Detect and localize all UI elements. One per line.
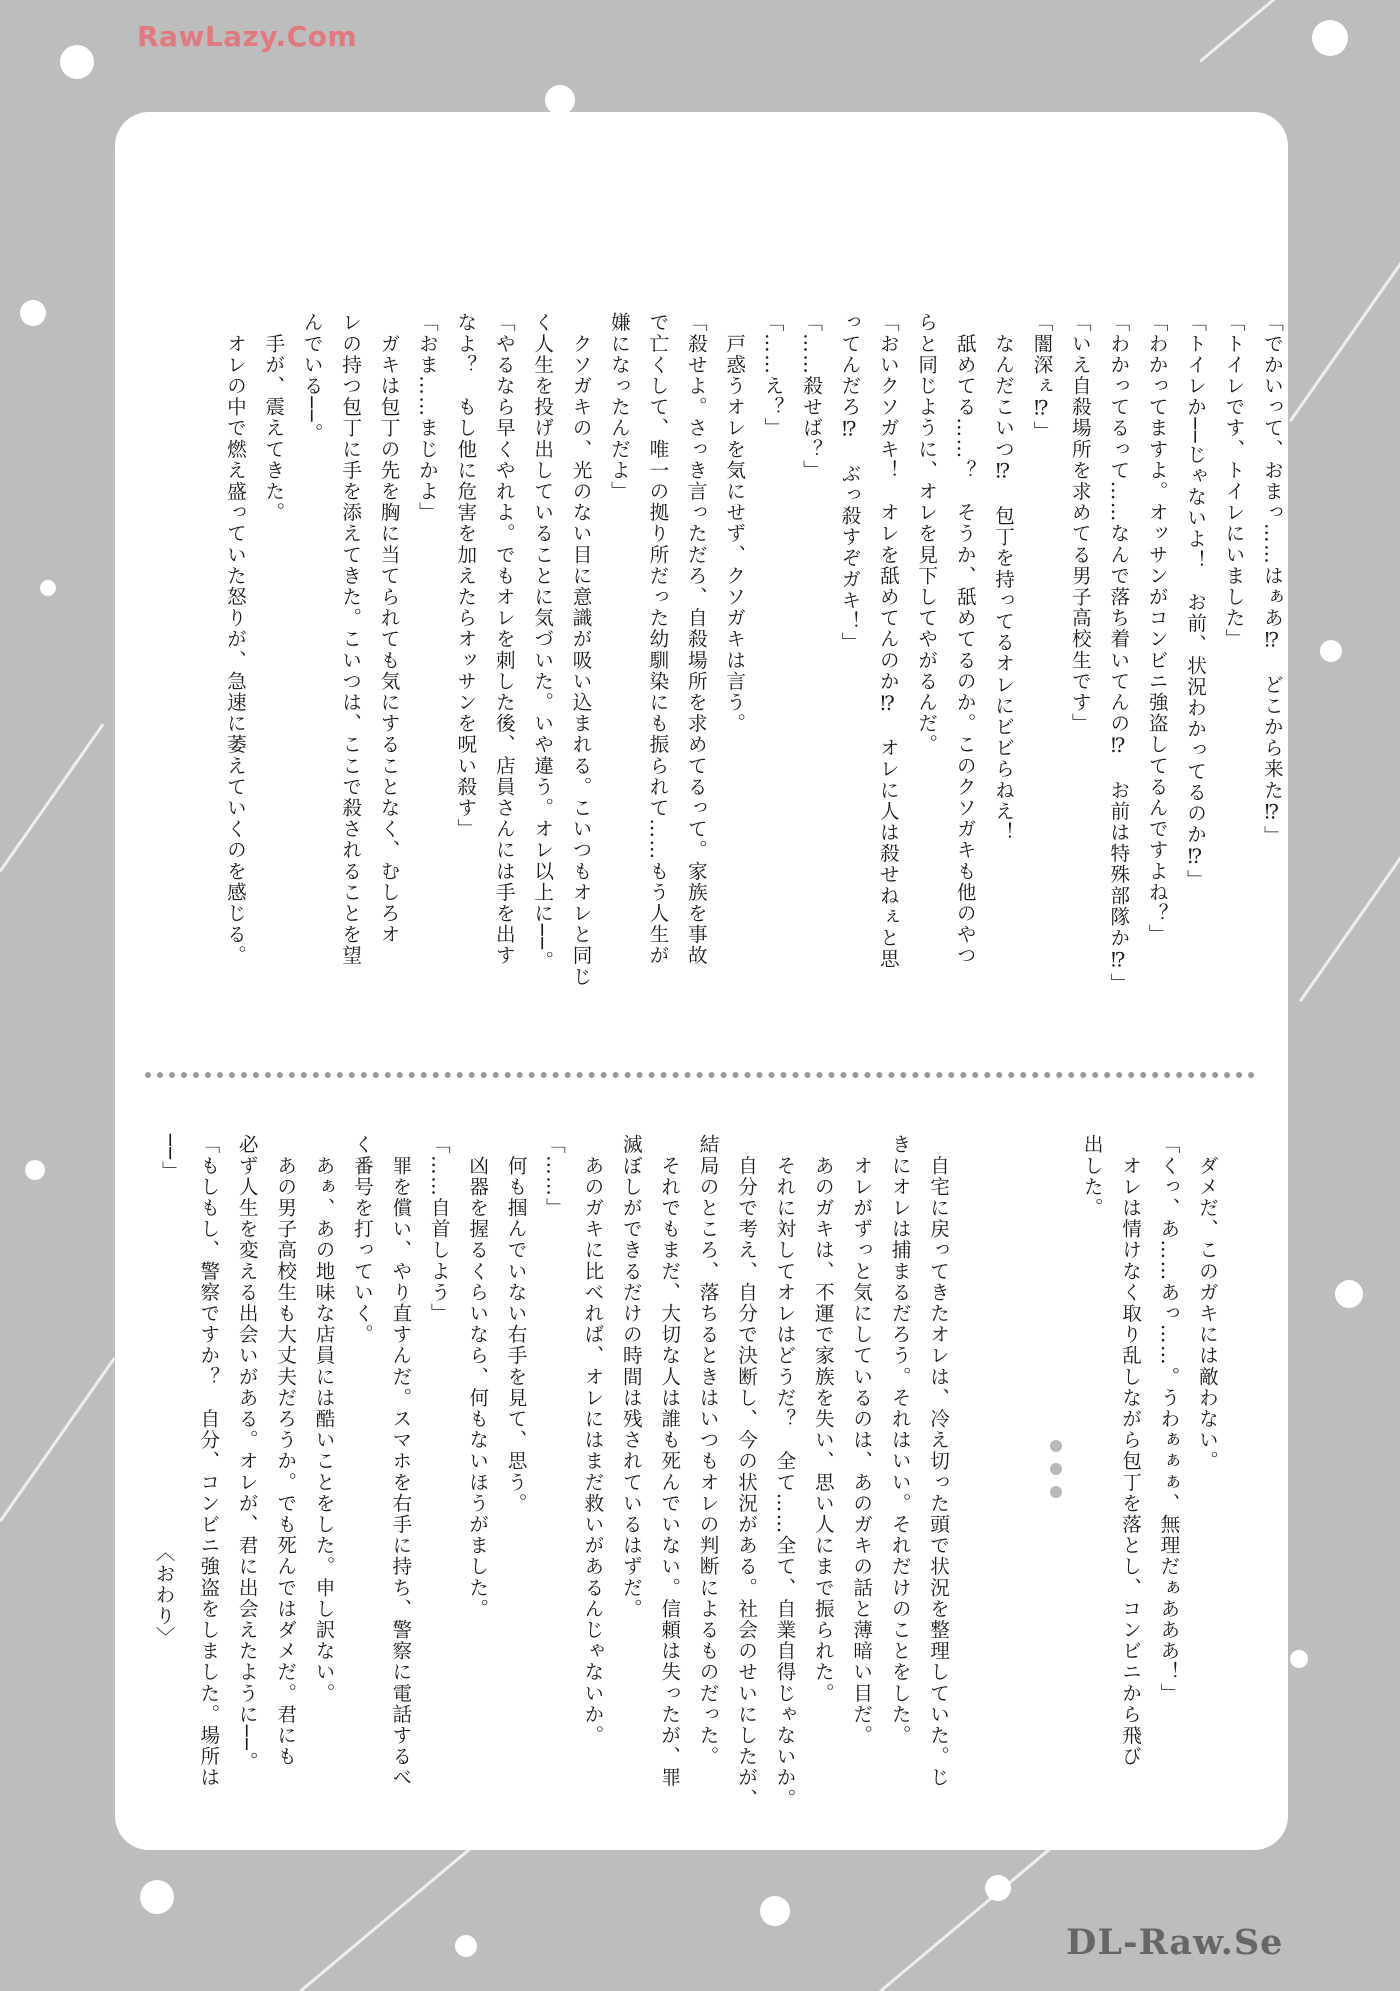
scene-break-divider [145, 1072, 1255, 1078]
text-line [995, 1134, 1033, 1739]
text-line: 「……」 [542, 1134, 566, 1219]
text-line: 戸惑うオレを気にせず、クソガキは言う。 [722, 312, 746, 734]
bg-dot [1312, 20, 1348, 56]
text-line: あの男子高校生も大丈夫だろうか。でも死んではダメだ。君にも [273, 1134, 297, 1767]
text-line: 手が、震えてきた。 [261, 312, 285, 523]
bg-streak [1299, 820, 1400, 1002]
text-line: 必ず人生を変える出会いがある。オレが、君に出会えたように──。 [235, 1134, 259, 1773]
text-line: 自宅に戻ってきたオレは、冷え切った頭で状況を整理していた。じ [926, 1134, 950, 1789]
text-line: 罪を償い、やり直すんだ。スマホを右手に持ち、警察に電話するべ [388, 1134, 412, 1789]
text-line: 「……自首しよう」 [427, 1134, 451, 1324]
ornament-dot [1050, 1440, 1062, 1452]
text-line: 「……え？」 [761, 312, 785, 439]
text-line: クソガキの、光のない目に意識が吸い込まれる。こいつもオレと同じ [569, 312, 593, 988]
end-mark: 〈おわり〉 [152, 1542, 175, 1648]
ornament-dot [1050, 1486, 1062, 1498]
text-line: 「わかってますよ。オッサンがコンビニ強盗してるんですよね？」 [1145, 312, 1169, 945]
bg-streak [0, 723, 104, 872]
text-line: らと同じように、オレを見下してやがるんだ。 [914, 312, 938, 756]
bg-dot [40, 580, 56, 596]
text-line: 「……殺せば？」 [799, 312, 823, 481]
text-line: きにオレは捕まるだろう。それはいい。それだけのことをした。 [888, 1134, 912, 1746]
text-line: 何も掴んでいない右手を見て、思う。 [504, 1134, 528, 1514]
text-line: 「おま……まじかよ」 [415, 312, 439, 523]
text-line: あのガキは、不運で家族を失い、思い人にまで振られた。 [811, 1134, 835, 1704]
text-line: ガキは包丁の先を胸に当てられても気にすることなく、むしろオ [377, 312, 401, 945]
text-line: オレがずっと気にしているのは、あのガキの話と薄暗い目だ。 [849, 1134, 873, 1746]
text-line: で亡くして、唯一の拠り所だった幼馴染にも振られて……もう人生が [645, 312, 669, 967]
text-line: 「いえ自殺場所を求めてる男子高校生です」 [1068, 312, 1092, 734]
upper-text-block [215, 312, 1288, 1147]
bg-dot [140, 1880, 174, 1914]
text-line [957, 1134, 995, 1739]
bg-dot [1290, 1650, 1308, 1668]
text-line: 「もしもし、警察ですか？ 自分、コンビニ強盗をしました。場所は [196, 1134, 220, 1789]
text-line: 「トイレです、トイレにいました」 [1221, 312, 1245, 650]
text-line: 「トイレか──じゃないよ！ お前、状況わかってるのか⁉」 [1183, 312, 1207, 891]
bg-dot [25, 1160, 45, 1180]
section-ornament [1050, 1440, 1062, 1498]
bg-streak [299, 1836, 485, 1991]
text-line: 「殺せよ。さっき言っただろ、自殺場所を求めてるって。家族を事故 [684, 312, 708, 967]
text-line: ってんだろ⁉ ぶっ殺すぞガキ！」 [837, 312, 861, 653]
text-line: 「くっ、あ……あっ……。うわぁぁぁ、無理だぁあああ！」 [1156, 1134, 1180, 1704]
text-line: 「やるなら早くやれよ。でもオレを刺した後、店員さんには手を出す [492, 312, 516, 967]
text-line: 「おいクソガキ！ オレを舐めてんのか⁉ オレに人は殺せねぇと思 [876, 312, 900, 970]
text-line: 結局のところ、落ちるときはいつもオレの判断によるものだった。 [696, 1134, 720, 1767]
ornament-dot [1050, 1463, 1062, 1475]
text-line: なよ？ もし他に危害を加えたらオッサンを呪い殺す」 [453, 312, 477, 840]
bg-dot [545, 85, 575, 115]
text-line: ダメだ、このガキには敵わない。 [1195, 1134, 1219, 1472]
bg-dot [20, 300, 46, 326]
bg-dot [1320, 640, 1342, 662]
text-line: それに対してオレはどうだ？ 全て……全て、自業自得じゃないか。 [772, 1134, 796, 1810]
text-line: あのガキに比べれば、オレにはまだ救いがあるんじゃないか。 [580, 1134, 604, 1746]
text-line: 滅ぼしができるだけの時間は残されているはずだ。 [619, 1134, 643, 1620]
text-line: 「わかってるって……なんで落ち着いてんの⁉ お前は特殊部隊か⁉」 [1106, 312, 1130, 994]
text-line: んでいる──。 [300, 312, 324, 445]
text-line: 出した。 [1080, 1134, 1104, 1219]
text-line: く番号を打っていく。 [350, 1134, 374, 1345]
text-line: ──」 [158, 1134, 182, 1182]
text-line: 自分で考え、自分で決断し、今の状況がある。社会のせいにしたが、 [734, 1134, 758, 1810]
text-page [115, 112, 1288, 1850]
text-line: それでもまだ、大切な人は誰も死んでいない。信頼は失ったが、罪 [657, 1134, 681, 1789]
bg-dot [1335, 1280, 1363, 1308]
text-line [1033, 1134, 1071, 1739]
bg-dot [455, 1935, 477, 1957]
text-line: あぁ、あの地味な店員には酷いことをした。申し訳ない。 [312, 1134, 336, 1704]
watermark-top: RawLazy.Com [137, 20, 358, 53]
bg-dot [60, 45, 94, 79]
text-line: オレの中で燃え盛っていた怒りが、急速に萎えていくのを感じる。 [223, 312, 247, 967]
lower-text-block [150, 1134, 1225, 1810]
text-line: オレは情けなく取り乱しながら包丁を落とし、コンビニから飛び [1118, 1134, 1142, 1767]
bg-streak [0, 1357, 116, 1523]
bg-streak [1199, 0, 1400, 63]
text-line: 舐めてる……？ そうか、舐めてるのか。このクソガキも他のやつ [953, 312, 977, 967]
text-line: 「でかいって、おまっ……はぁあ⁉ どこから来た⁉」 [1260, 312, 1284, 847]
text-line: 「闇深ぇ⁉」 [1029, 312, 1053, 442]
text-line: く人生を投げ出していることに気づいた。いや違う。オレ以上に──。 [530, 312, 554, 972]
text-line: なんだこいつ⁉ 包丁を持ってるオレにビビらねえ！ [991, 312, 1015, 843]
text-line: 嫌になったんだよ」 [607, 312, 631, 502]
bg-dot [760, 1896, 790, 1926]
text-line: レの持つ包丁に手を添えてきた。こいつは、ここで殺されることを望 [338, 312, 362, 967]
bg-streak [1289, 257, 1400, 423]
watermark-bottom: DL-Raw.Se [1066, 1922, 1284, 1963]
text-line: 凶器を握るくらいなら、何もないほうがました。 [465, 1134, 489, 1620]
